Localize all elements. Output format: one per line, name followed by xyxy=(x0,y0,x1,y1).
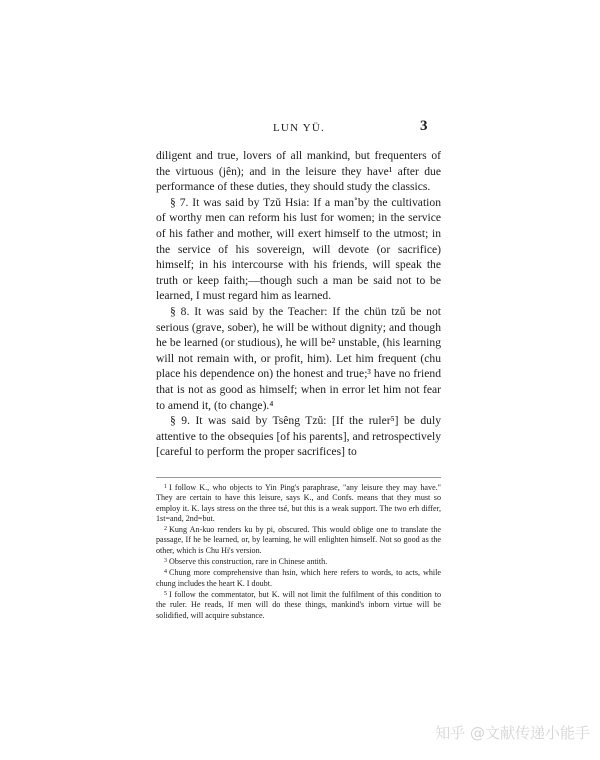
footnote-text: I follow K., who objects to Yin Ping's paraphrase, "any leisure they may have." They are certain to have this leisure, says K., and Confs. means that they must so employ it. K. lays stress on the three tsé, but this is a weak support. The two erh differ, 1st=and, 2nd=but. xyxy=(156,483,441,523)
footnote-text: Chung more comprehensive than hsin, which here refers to words, to acts, while chung includes the heart K. I doubt. xyxy=(156,568,441,588)
footnote-text: Kung An-kuo renders ku by pi, obscured. This would oblige one to translate the passage, If he be learned, or, by learning, he will enlighten himself. Not so good as the other, which is Chu Hi's version. xyxy=(156,525,441,555)
body-text xyxy=(156,148,441,460)
footnote xyxy=(156,567,441,589)
footnote-text: I follow the commentator, but K. will not limit the fulfilment of this condition to the ruler. He reads, If men will do these things, mankind's inborn virtue will be solidified, will acquire substance. xyxy=(156,589,441,620)
footnote xyxy=(156,589,441,621)
watermark: 知乎 @文献传递小能手 xyxy=(435,724,590,742)
footnote xyxy=(156,524,441,556)
footnote-marker: 1 xyxy=(164,484,167,490)
footnote-text: Observe this construction, rare in Chinese antith. xyxy=(169,557,328,567)
footnote-divider xyxy=(156,477,441,478)
paragraph-section-8: § 8. It was said by the Teacher: If the chün tzŭ be not serious (grave, sober), he will be without dignity; and though he be learned (or studious), he will be² unstable, (his learning will not remain with, or profit, him). Let him frequent (chu place his dependence on) the honest and true;³ have no friend that is not as good as himself; when in error let him not fear to amend it, (to change).⁴ xyxy=(156,304,441,412)
paragraph-section-7: § 7. It was said by Tzŭ Hsia: If a man˚by the cultivation of worthy men can reform his lust for women; in the service of his father and mother, will exert himself to the utmost; in the service of his sovereign, will devote (or sacrifice) himself; in his intercourse with his friends, will speak the truth or keep faith;—though such a man be said not to be learned, I must regard him as learned. xyxy=(156,195,441,303)
running-title: LUN YÜ. xyxy=(273,122,325,134)
footnotes xyxy=(156,482,441,621)
footnote-marker: 5 xyxy=(164,590,167,597)
footnote xyxy=(156,556,441,567)
footnote xyxy=(156,482,441,524)
footnote-marker: 2 xyxy=(164,526,167,533)
paragraph-section-9: § 9. It was said by Tsêng Tzŭ: [If the ruler⁵] be duly attentive to the obsequies [of his parents], and retrospectively [careful to perform the proper sacrifices] to xyxy=(156,414,441,459)
paragraph-continuation: diligent and true, lovers of all mankind, but frequenters of the virtuous (jên); and in the leisure they have¹ after due performance of these duties, they should study the classics. xyxy=(156,149,441,194)
footnote-marker: 3 xyxy=(164,558,167,565)
footnote-marker: 4 xyxy=(164,569,167,576)
page-number: 3 xyxy=(420,118,428,134)
